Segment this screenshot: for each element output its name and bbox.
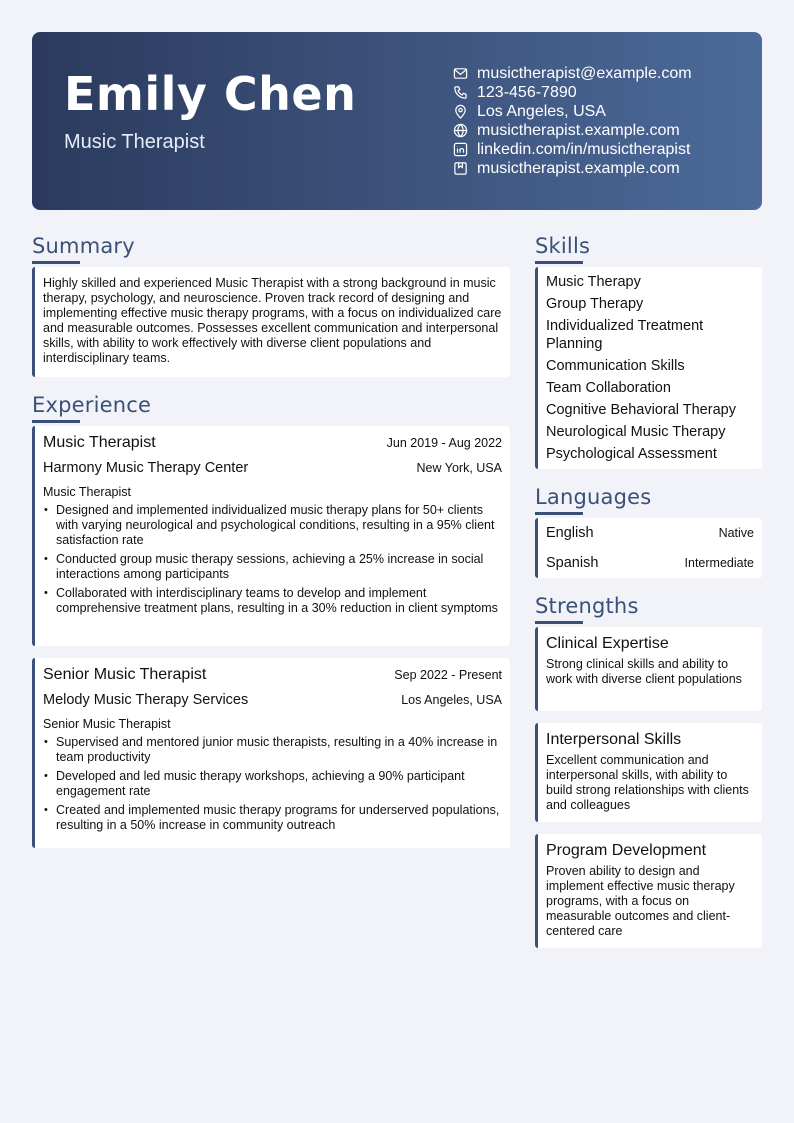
strength-card bbox=[535, 723, 762, 822]
linkedin-icon bbox=[453, 142, 468, 157]
candidate-name: Emily Chen bbox=[64, 67, 357, 121]
job-location: New York, USA bbox=[416, 461, 502, 475]
language-row bbox=[538, 548, 762, 578]
strength-desc: Strong clinical skills and ability to work with diverse client populations bbox=[546, 657, 742, 686]
contact-phone[interactable] bbox=[453, 83, 692, 102]
job-card bbox=[32, 426, 510, 646]
strength-title: Interpersonal Skills bbox=[546, 731, 682, 748]
job-location: Los Angeles, USA bbox=[401, 693, 502, 707]
language-name: Spanish bbox=[546, 555, 599, 571]
skill-list bbox=[538, 267, 762, 469]
location-icon bbox=[453, 104, 468, 119]
strength-title: Program Development bbox=[546, 842, 707, 859]
job-subtitle: Senior Music Therapist bbox=[43, 717, 171, 731]
strengths-heading: Strengths bbox=[535, 594, 639, 618]
skills-card bbox=[535, 267, 762, 469]
job-bullet: • Created and implemented music therapy programs for underserved populations, resulting in a 50% increase in community outreach bbox=[43, 803, 502, 833]
job-bullet: • Supervised and mentored junior music therapists, resulting in a 40% increase in team productivity bbox=[43, 735, 502, 765]
job-bullet: • Developed and led music therapy workshops, achieving a 90% participant engagement rate bbox=[43, 769, 502, 799]
skill-item: Individualized Treatment Planning bbox=[546, 318, 704, 352]
skill-item: Group Therapy bbox=[546, 296, 644, 312]
job-bullet: • Conducted group music therapy sessions, achieving a 25% increase in social interactions among participants bbox=[43, 552, 502, 582]
contact-phone-text: 123-456-7890 bbox=[477, 83, 577, 101]
job-bullets bbox=[43, 735, 502, 833]
language-row bbox=[538, 518, 762, 548]
summary-heading: Summary bbox=[32, 234, 135, 258]
contact-website-text: musictherapist.example.com bbox=[477, 121, 680, 139]
contact-email-text: musictherapist@example.com bbox=[477, 64, 692, 82]
contact-email[interactable] bbox=[453, 64, 692, 83]
job-bullets bbox=[43, 503, 502, 616]
language-level: Native bbox=[718, 526, 754, 540]
strength-desc: Proven ability to design and implement effective music therapy programs, with a focus on measurable outcomes and client-centered care bbox=[546, 864, 735, 938]
candidate-role: Music Therapist bbox=[64, 131, 205, 153]
strength-card bbox=[535, 834, 762, 948]
skill-item: Cognitive Behavioral Therapy bbox=[546, 402, 736, 418]
job-title: Music Therapist bbox=[43, 434, 156, 451]
email-icon bbox=[453, 66, 468, 81]
strength-desc: Excellent communication and interpersonal skills, with ability to build strong relationships with clients and colleagues bbox=[546, 753, 749, 812]
languages-card bbox=[535, 518, 762, 578]
skills-heading: Skills bbox=[535, 234, 591, 258]
contact-linkedin[interactable] bbox=[453, 140, 692, 159]
job-company: Melody Music Therapy Services bbox=[43, 692, 249, 708]
language-name: English bbox=[546, 525, 594, 541]
skill-item: Psychological Assessment bbox=[546, 446, 717, 462]
skill-item: Communication Skills bbox=[546, 358, 685, 374]
job-company: Harmony Music Therapy Center bbox=[43, 460, 249, 476]
strength-card bbox=[535, 627, 762, 711]
job-bullet: • Collaborated with interdisciplinary teams to develop and implement comprehensive treatment plans, resulting in a 30% reduction in client symptoms bbox=[43, 586, 502, 616]
contact-portfolio-text: musictherapist.example.com bbox=[477, 159, 680, 177]
contact-location bbox=[453, 102, 692, 121]
bookmark-icon bbox=[453, 161, 468, 176]
skill-item: Team Collaboration bbox=[546, 380, 671, 396]
contact-website[interactable] bbox=[453, 121, 692, 140]
contact-list bbox=[453, 64, 692, 178]
resume-header bbox=[32, 32, 762, 210]
job-dates: Jun 2019 - Aug 2022 bbox=[386, 436, 502, 450]
globe-icon bbox=[453, 123, 468, 138]
languages-heading: Languages bbox=[535, 485, 652, 509]
summary-card bbox=[32, 267, 510, 377]
phone-icon bbox=[453, 85, 468, 100]
contact-linkedin-text: linkedin.com/in/musictherapist bbox=[477, 140, 691, 158]
skill-item: Music Therapy bbox=[546, 274, 641, 290]
contact-location-text: Los Angeles, USA bbox=[477, 102, 606, 120]
job-subtitle: Music Therapist bbox=[43, 485, 131, 499]
job-bullet: • Designed and implemented individualized music therapy plans for 50+ clients with varying neurological and psychological conditions, resulting in a 95% client satisfaction rate bbox=[43, 503, 502, 548]
summary-text: Highly skilled and experienced Music Therapist with a strong background in music therapy, psychology, and neuroscience. Proven track record of designing and implementing effective music therapy programs, with a focus on individualized care and measurable outcomes. Possesses excellent communication and interpersonal skills, with ability to work effectively with diverse client populations and interdisciplinary teams. bbox=[43, 276, 502, 365]
strength-title: Clinical Expertise bbox=[546, 635, 669, 652]
job-card bbox=[32, 658, 510, 848]
language-level: Intermediate bbox=[684, 556, 754, 570]
contact-portfolio[interactable] bbox=[453, 159, 692, 178]
job-dates: Sep 2022 - Present bbox=[394, 668, 502, 682]
job-title: Senior Music Therapist bbox=[43, 666, 207, 683]
experience-heading: Experience bbox=[32, 393, 152, 417]
skill-item: Neurological Music Therapy bbox=[546, 424, 726, 440]
